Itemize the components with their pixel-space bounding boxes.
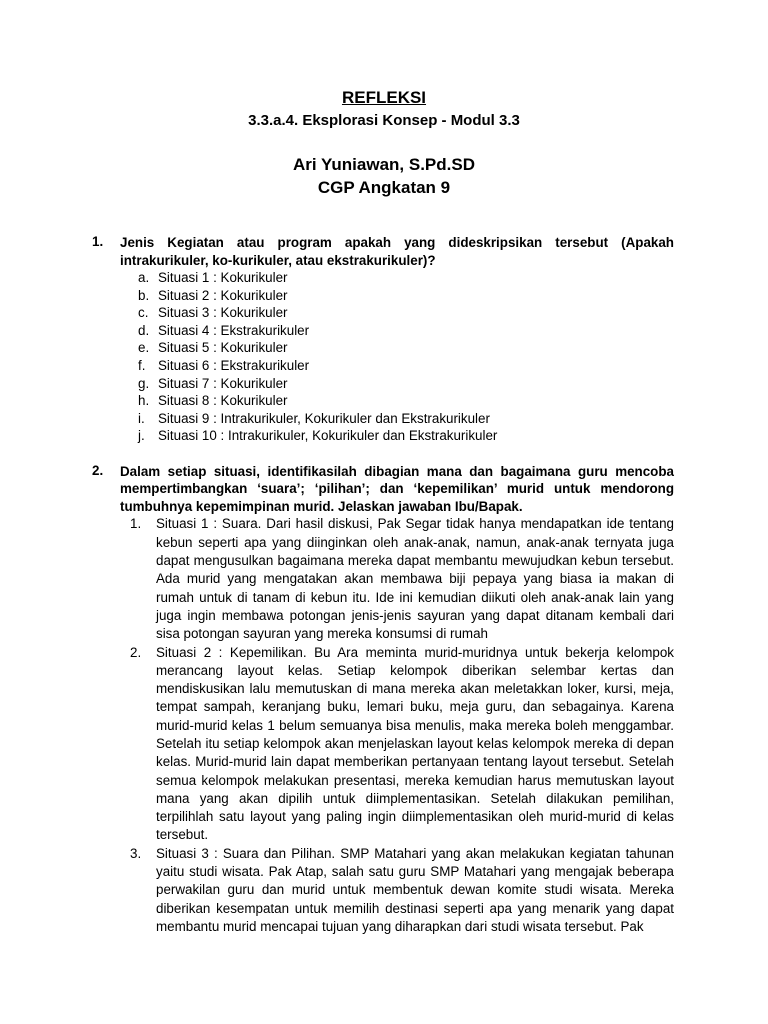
list-item-text: Situasi 5 : Kokurikuler [158, 340, 288, 356]
situation-item [130, 644, 674, 845]
document-title: REFLEKSI [341, 88, 427, 107]
question-2 [92, 463, 674, 936]
list-item [138, 375, 674, 393]
situation-list [120, 515, 674, 936]
cohort-label: CGP Angkatan 9 [317, 178, 451, 197]
list-marker: 2. [130, 644, 142, 660]
list-item-text: Situasi 9 : Intrakurikuler, Kokurikuler dan Ekstrakurikuler [158, 410, 490, 426]
situation-item [130, 515, 674, 643]
list-marker: g. [138, 375, 150, 391]
list-item [138, 269, 674, 287]
situation-item [130, 845, 674, 936]
list-item [138, 357, 674, 375]
list-item-text: Situasi 10 : Intrakurikuler, Kokurikuler dan Ekstrakurikuler [158, 428, 498, 444]
question-text: Dalam setiap situasi, identifikasilah dibagian mana dan bagaimana guru mencoba mempertimbangkan ‘suara’; ‘pilihan’; dan ‘kepemilikan’ murid untuk mendorong tumbuhnya kepemimpinan murid. Jelaskan jawaban Ibu/Bapak. [120, 463, 674, 514]
list-item [138, 392, 674, 410]
list-marker: f. [138, 357, 146, 373]
question-text: Jenis Kegiatan atau program apakah yang dideskripsikan tersebut (Apakah intrakurikuler, ko-kurikuler, atau ekstrakurikuler)? [120, 235, 674, 268]
list-marker: d. [138, 322, 150, 338]
list-item-text: Situasi 2 : Kokurikuler [158, 287, 288, 303]
list-item [138, 339, 674, 357]
list-marker: h. [138, 393, 150, 409]
list-marker: 3. [130, 845, 142, 861]
list-item [138, 410, 674, 428]
situation-text: Situasi 3 : Suara dan Pilihan. SMP Matahari yang akan melakukan kegiatan tahunan yaitu studi wisata. Pak Atap, salah satu guru SMP Matahari yang mengajak beberapa perwakilan guru dan murid untuk membentuk dewan komite studi wisata. Mereka diberikan kesempatan untuk memilih destinasi seperti apa yang menarik yang dapat membantu murid mencapai tujuan yang diharapkan dari studi wisata tersebut. Pak [156, 845, 674, 934]
author-name: Ari Yuniawan, S.Pd.SD [292, 155, 475, 174]
list-item [138, 322, 674, 340]
list-marker: a. [138, 270, 150, 285]
list-marker: i. [138, 410, 145, 426]
situation-text: Situasi 2 : Kepemilikan. Bu Ara meminta murid-muridnya untuk bekerja kelompok merancang layout kelas. Setiap kelompok diberikan selembar kertas dan mendiskusikan lalu memutuskan di mana mereka akan meletakkan loker, kursi, meja, tempat sampah, keranjang buku, lemari buku, meja guru, dan sebagainya. Karena murid-murid kelas 1 belum semuanya bisa menulis, maka mereka boleh menggambar. Setelah itu setiap kelompok akan menjelaskan layout kelas kelompok mereka di depan kelas. Murid-murid lain dapat memberikan pertanyaan tentang layout tersebut. Setelah semua kelompok melakukan presentasi, mereka kemudian harus memutuskan layout mana yang akan dipilih untuk diimplementasikan. Setelah dilakukan pemilihan, terpilihlah satu layout yang paling ingin diimplementasikan oleh murid-murid di kelas tersebut. [156, 644, 674, 843]
question-1 [92, 234, 674, 445]
list-marker: c. [138, 305, 149, 321]
list-item [138, 304, 674, 322]
document-header [0, 86, 768, 199]
list-marker: b. [138, 287, 150, 303]
list-item-text: Situasi 3 : Kokurikuler [158, 305, 288, 321]
list-marker: 1. [130, 516, 142, 532]
list-item-text: Situasi 6 : Ekstrakurikuler [158, 357, 310, 373]
list-item-text: Situasi 8 : Kokurikuler [158, 393, 288, 409]
list-item-text: Situasi 1 : Kokurikuler [158, 270, 288, 285]
document-body [92, 234, 674, 936]
list-item-text: Situasi 7 : Kokurikuler [158, 375, 288, 391]
document-subtitle: 3.3.a.4. Eksplorasi Konsep - Modul 3.3 [248, 112, 520, 129]
situation-text: Situasi 1 : Suara. Dari hasil diskusi, Pak Segar tidak hanya mendapatkan ide tentang kebun seperti apa yang diinginkan oleh anak-anak, namun, anak-anak ternyata juga dapat mengusulkan bagaimana mereka dapat membantu mewujudkan kebun tersebut. Ada murid yang mengatakan akan membawa biji pepaya yang biasa ia makan di rumah untuk di tanam di kebun itu. Ide ini kemudian diikuti oleh anak-anak lain yang juga ingin membawa potongan jenis-jenis sayuran yang dapat ditanam kembali dari sisa potongan sayuran yang mereka konsumsi di rumah [156, 516, 674, 642]
list-marker: j. [138, 428, 145, 444]
list-item-text: Situasi 4 : Ekstrakurikuler [158, 322, 310, 338]
list-marker: e. [138, 340, 150, 356]
list-item [138, 427, 674, 445]
question-number: 1. [92, 234, 104, 249]
list-item [138, 287, 674, 305]
answer-list [120, 269, 674, 445]
question-number: 2. [92, 462, 104, 478]
